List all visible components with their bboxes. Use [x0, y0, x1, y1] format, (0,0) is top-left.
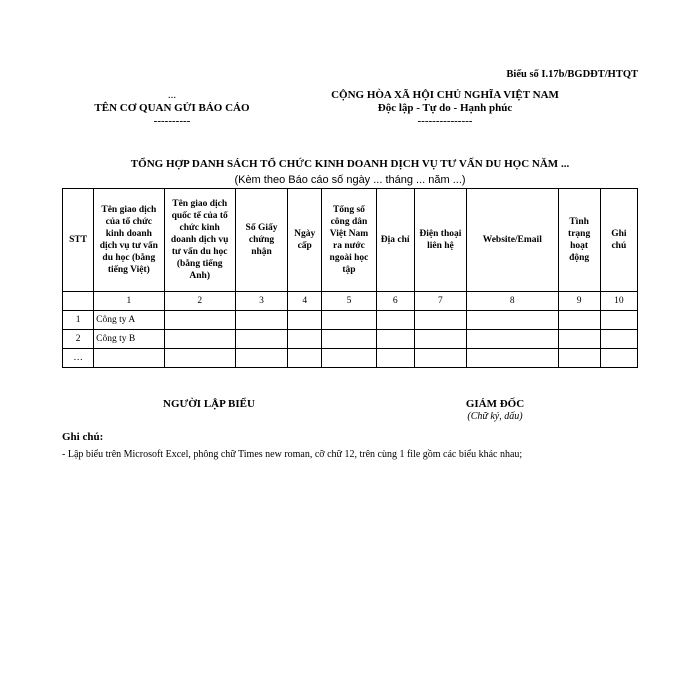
header-cell: Điện thoại liên hệ — [414, 189, 466, 292]
header-cell: Ngày cấp — [288, 189, 322, 292]
document-title: TỔNG HỢP DANH SÁCH TỔ CHỨC KINH DOANH DỊCH VỤ TƯ VẤN DU HỌC NĂM ... — [130, 158, 570, 170]
column-number: 10 — [600, 292, 637, 311]
national-motto: Độc lập - Tự do - Hạnh phúc — [377, 102, 513, 114]
table-row — [63, 349, 638, 368]
notes-text: - Lập biểu trên Microsoft Excel, phông chữ Times new roman, cỡ chữ 12, trên cùng 1 file gồm các biểu khác nhau; — [62, 449, 523, 460]
header-cell: Tình trạng hoạt động — [558, 189, 600, 292]
column-number — [63, 292, 94, 311]
column-number: 6 — [376, 292, 414, 311]
left-header-underline: ---------- — [153, 115, 191, 127]
header-cell: Website/Email — [467, 189, 558, 292]
country-name: CỘNG HÒA XÃ HỘI CHỦ NGHĨA VIỆT NAM — [331, 89, 559, 101]
column-number: 9 — [558, 292, 600, 311]
column-number: 8 — [467, 292, 558, 311]
right-header-underline: --------------- — [417, 115, 473, 127]
director-signature-label: GIÁM ĐỐC — [465, 398, 525, 410]
row-company-name: Công ty B — [94, 330, 164, 349]
table-row — [63, 311, 638, 330]
column-number: 4 — [288, 292, 322, 311]
column-number: 5 — [322, 292, 376, 311]
header-cell: Tổng số công dân Việt Nam ra nước ngoài học tập — [322, 189, 376, 292]
agency-name: TÊN CƠ QUAN GỬI BÁO CÁO — [94, 102, 250, 114]
column-number: 1 — [94, 292, 164, 311]
left-header-dots: ... — [167, 89, 177, 101]
column-number: 7 — [414, 292, 466, 311]
notes-title: Ghi chú: — [62, 431, 104, 443]
column-number-row — [63, 292, 638, 311]
form-code: Biểu số I.17b/BGDĐT/HTQT — [506, 69, 638, 80]
header-cell: Tên giao dịch quốc tế của tổ chức kinh doanh dịch vụ tư vấn du học (bằng tiếng Anh) — [164, 189, 235, 292]
header-cell: STT — [63, 189, 94, 292]
director-signature-note: (Chữ ký, dấu) — [467, 411, 523, 422]
row-stt: 1 — [63, 311, 94, 330]
table-row — [63, 330, 638, 349]
row-company-name — [94, 349, 164, 368]
row-company-name: Công ty A — [94, 311, 164, 330]
header-cell: Số Giấy chứng nhận — [235, 189, 287, 292]
header-cell: Ghi chú — [600, 189, 637, 292]
row-stt: 2 — [63, 330, 94, 349]
header-cell: Địa chỉ — [376, 189, 414, 292]
header-cell: Tên giao dịch của tổ chức kinh doanh dịch vụ tư vấn du học (bằng tiếng Việt) — [94, 189, 164, 292]
column-number: 2 — [164, 292, 235, 311]
row-stt: … — [63, 349, 94, 368]
preparer-signature-label: NGƯỜI LẬP BIỂU — [163, 398, 255, 410]
report-table — [62, 188, 638, 368]
column-number: 3 — [235, 292, 287, 311]
document-subtitle: (Kèm theo Báo cáo số ngày ... tháng ... năm ...) — [234, 174, 466, 186]
header-row — [63, 189, 638, 292]
